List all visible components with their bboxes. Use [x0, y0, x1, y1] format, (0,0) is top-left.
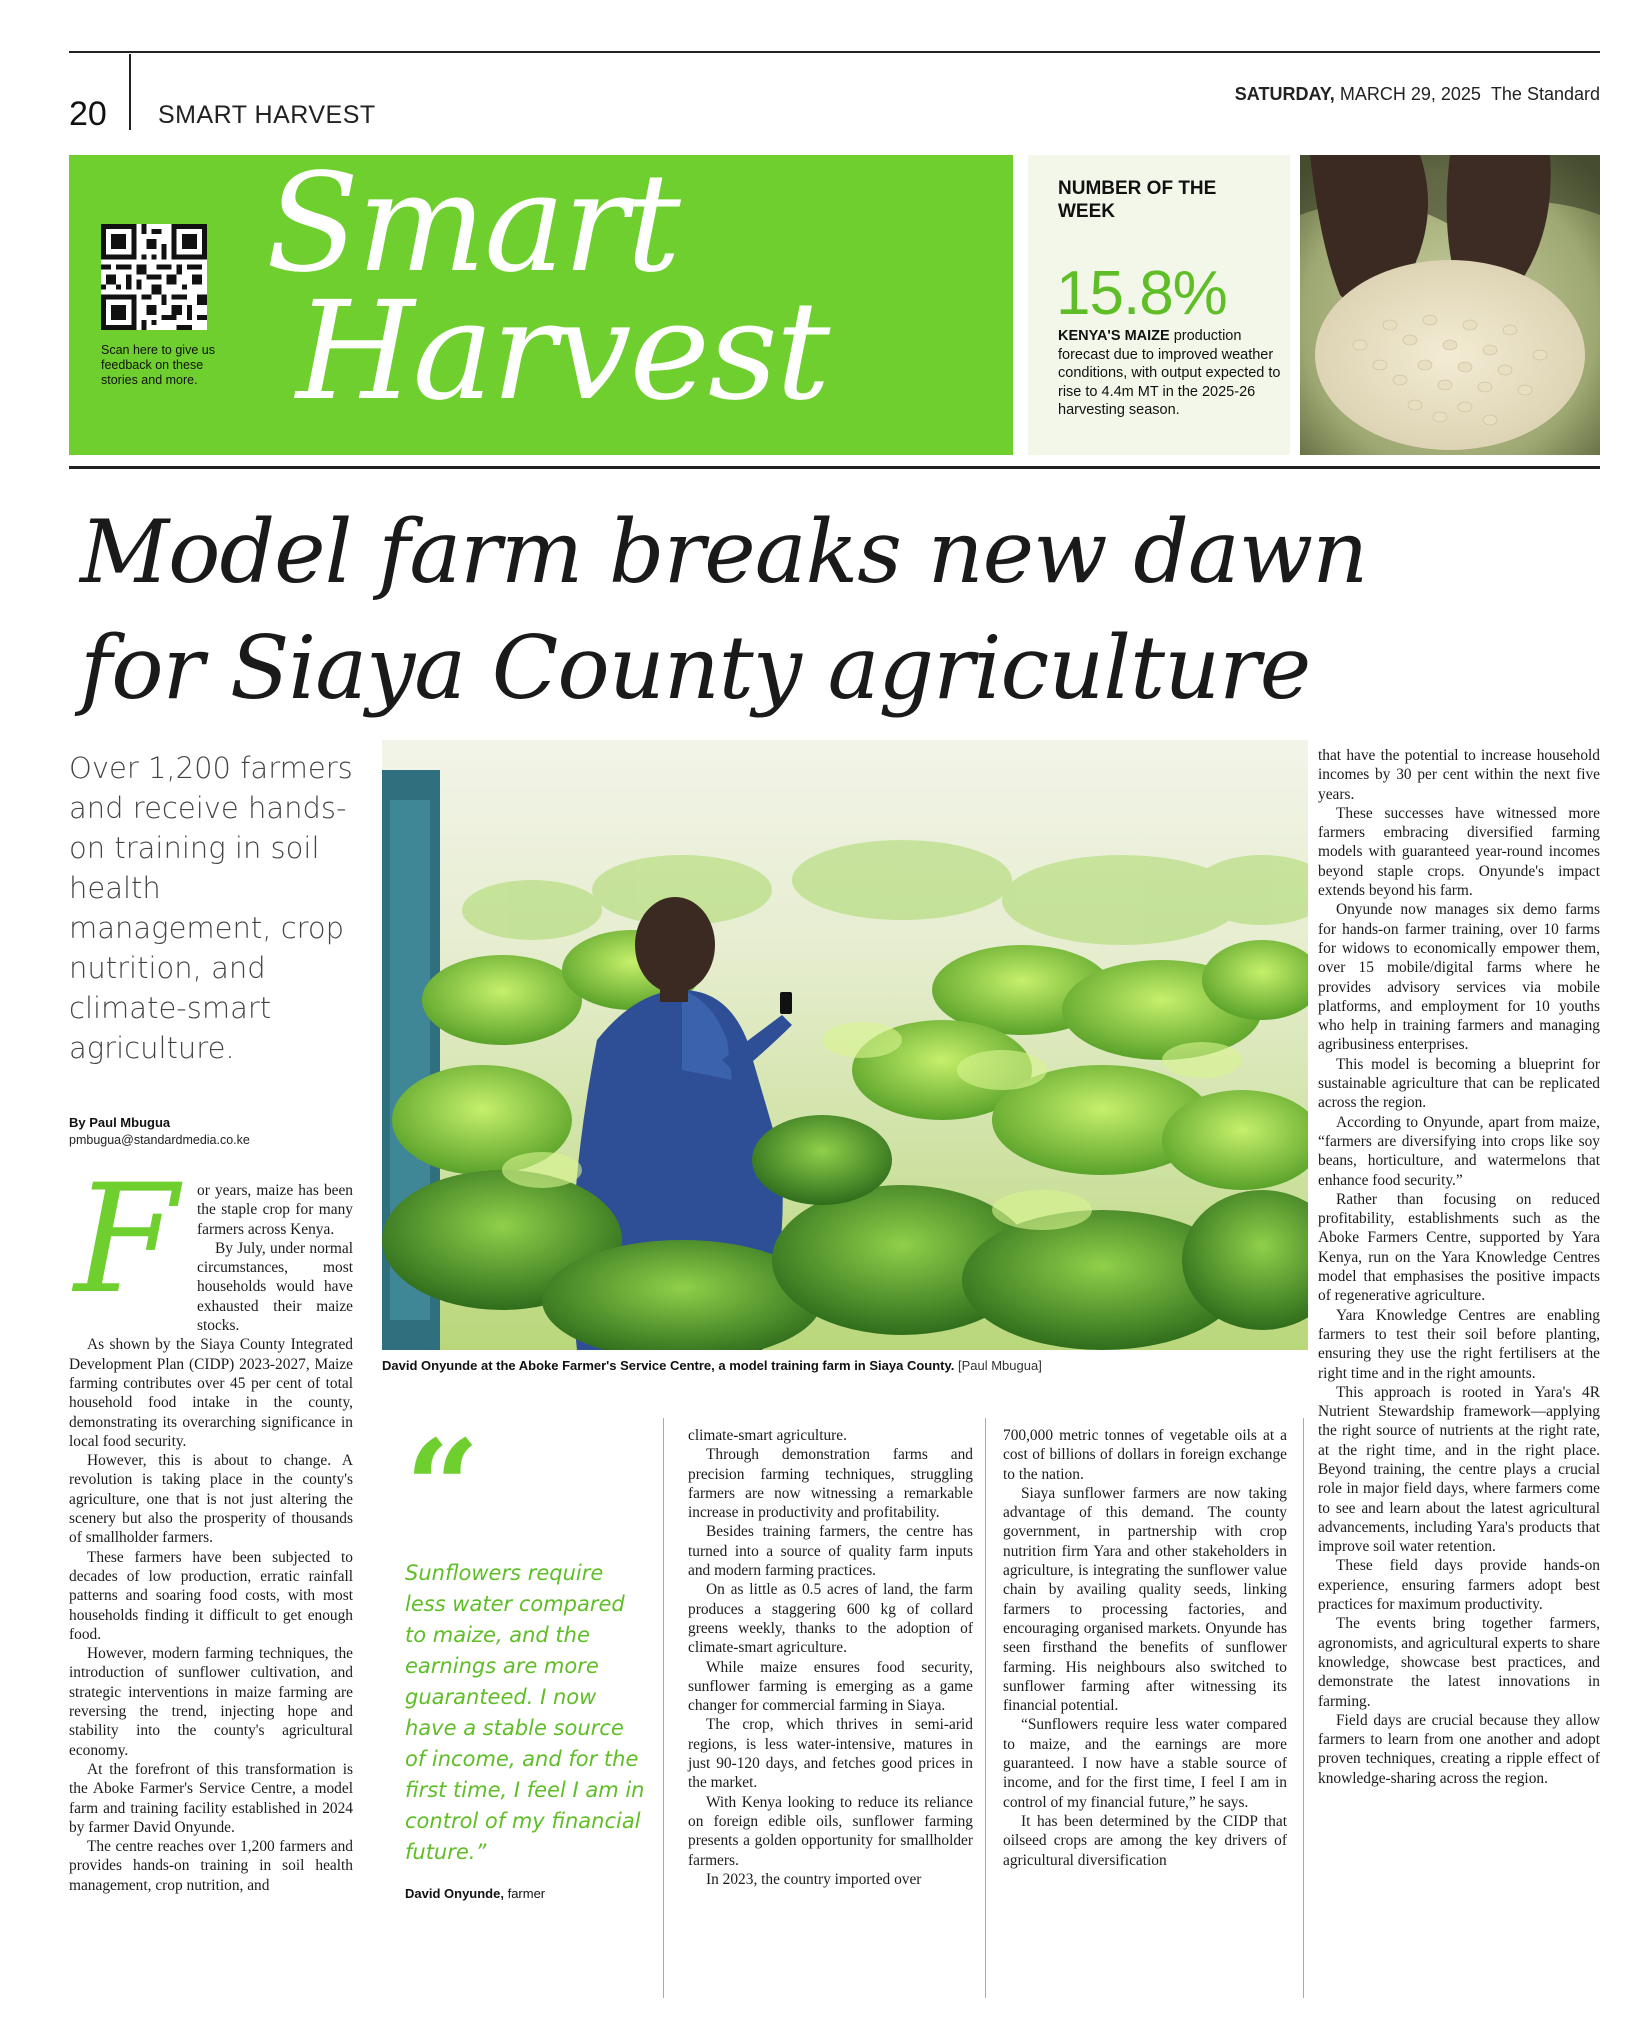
col1-para: However, this is about to change. A revolution is taking place in the county's agriculture, one that is not just altering the scenery but also the prosperity of thousands of smallholder farmers.: [69, 1452, 353, 1547]
section-title-line2: Harvest: [296, 273, 829, 431]
dateline-date: MARCH 29, 2025: [1339, 84, 1481, 104]
pull-quote-role: farmer: [503, 1886, 546, 1901]
number-of-week-label: NUMBER OF THE WEEK: [1058, 178, 1217, 222]
quote-mark-icon: “: [405, 1411, 480, 1564]
number-of-week-desc: production forecast due to improved weather conditions, with output expected to rise to 4.4m MT in the 2025-26 harvesting season.: [1058, 328, 1281, 418]
maize-photo: [1300, 155, 1600, 455]
column-3: [688, 1426, 973, 1889]
byline: By Paul Mbugua: [69, 1115, 171, 1130]
col1-para: These farmers have been subjected to decades of low production, erratic rainfall patterns and soaring food costs, with most households finding it difficult to get enough food.: [69, 1548, 353, 1643]
col5-para: Onyunde now manages six demo farms for hands-on farmer training, over 10 farms for widows to economically empower them, over 15 mobile/digital farms where he provides advisory services via mobile platforms, and employment for 10 youths who help in training farmers and managing agribusiness enterprises.: [1318, 901, 1600, 1054]
col3-para: While maize ensures food security, sunflower farming is emerging as a game changer for commercial farming in Siaya.: [688, 1658, 973, 1715]
col3-para: On as little as 0.5 acres of land, the farm produces a staggering 600 kg of collard greens weekly, thanks to the adoption of climate-smart agriculture.: [688, 1581, 973, 1657]
section-label: SMART HARVEST: [158, 101, 376, 129]
col3-para: climate-smart agriculture.: [688, 1427, 847, 1444]
qr-caption: Scan here to give us feedback on these stories and more.: [101, 343, 215, 387]
drop-cap: F: [74, 1153, 179, 1327]
byline-email[interactable]: pmbugua@standardmedia.co.ke: [69, 1133, 250, 1147]
headline-line2: for Siaya County agriculture: [80, 617, 1311, 719]
col3-para: Through demonstration farms and precision farming techniques, struggling farmers are now witnessing a remarkable increase in productivity and profitability.: [688, 1446, 973, 1522]
column-4: [1003, 1426, 1287, 1870]
col3-para: In 2023, the country imported over: [706, 1870, 922, 1888]
top-rule: [69, 51, 1600, 53]
masthead-rule: [69, 466, 1600, 469]
section-title: [240, 145, 1000, 431]
col1-para: However, modern farming techniques, the introduction of sunflower cultivation, and strategic interventions in maize farming are reversing the trend, injecting hope and stability into the county's agricultural economy.: [69, 1645, 353, 1759]
photo-caption: [382, 1357, 1322, 1374]
column-5: [1318, 746, 1600, 1788]
col4-para: Siaya sunflower farmers are now taking advantage of this demand. The county government, in partnership with crop nutrition firm Yara and other stakeholders in agriculture, is integrating the sunflower value chain by availing quality seeds, linking farmers to processing factories, and encouraging organised markets. Onyunde has seen firsthand the benefits of sunflower farming. His neighbours also switched to sunflower farming after witnessing its financial potential.: [1003, 1484, 1287, 1715]
col5-para: that have the potential to increase household incomes by 30 per cent within the next five years.: [1318, 747, 1600, 803]
col5-para: According to Onyunde, apart from maize, “farmers are diversifying into crops like soy beans, horticulture, and watermelons that enhance food security.”: [1318, 1113, 1600, 1189]
pull-quote-text: Sunflowers require less water compared to maize, and the earnings are more guaranteed. I now have a stable source of income, and for the first time, I feel I am in control of my financial future.”: [405, 1561, 645, 1864]
col5-para: Rather than focusing on reduced profitability, establishments such as the Aboke Farmers Centre, supported by Yara Kenya, run on the Yara Knowledge Centres model that emphasises the positive impacts of regenerative agriculture.: [1318, 1190, 1600, 1305]
folio-divider: [129, 54, 131, 130]
col5-para: Yara Knowledge Centres are enabling farmers to test their soil before planting, ensuring they use the right fertilisers at the right time and in the right amounts.: [1318, 1306, 1600, 1382]
col5-para: This model is becoming a blueprint for sustainable agriculture that can be replicated across the region.: [1318, 1055, 1600, 1112]
col5-para: These successes have witnessed more farmers embracing diversified farming models with guaranteed year-round incomes beyond staple crops. Onyunde's impact extends beyond his farm.: [1318, 804, 1600, 900]
qr-code-icon[interactable]: [101, 224, 207, 330]
col1-para: As shown by the Siaya County Integrated Development Plan (CIDP) 2023-2027, Maize farming contributes over 45 per cent of total household food intake in the county, demonstrating its overarching significance in local food security.: [69, 1336, 353, 1450]
col4-para: “Sunflowers require less water compared to maize, and the earnings are more guaranteed. I now have a stable source of income, and for the first time, I feel I am in control of my financial future,” he says.: [1003, 1716, 1287, 1811]
column-divider: [663, 1418, 664, 1998]
col1-para: At the forefront of this transformation is the Aboke Farmer's Service Centre, a model farm and training facility established in 2024 by farmer David Onyunde.: [69, 1760, 353, 1836]
col5-para: These field days provide hands-on experience, ensuring farmers adopt best practices for maximum productivity.: [1318, 1557, 1600, 1614]
photo-caption-text: David Onyunde at the Aboke Farmer's Service Centre, a model training farm in Siaya County.: [382, 1358, 955, 1373]
column-divider: [985, 1418, 986, 1998]
pull-quote: [405, 1411, 650, 1901]
dateline-paper: The Standard: [1490, 84, 1600, 104]
intro-paragraph-2: By July, under normal circumstances, most households would have exhausted their maize stocks.: [197, 1239, 353, 1335]
dateline-day: SATURDAY,: [1234, 84, 1335, 104]
column-divider: [1303, 1418, 1304, 1998]
standfirst: Over 1,200 farmers and receive hands-on training in soil health management, crop nutrition, and climate-smart agriculture.: [69, 751, 353, 1065]
col5-para: The events bring together farmers, agronomists, and agricultural experts to share knowledge, showcase best practices, and demonstrate the latest innovations in farming.: [1318, 1615, 1600, 1710]
pull-quote-name: David Onyunde,: [405, 1886, 504, 1901]
headline-line1: Model farm breaks new dawn: [80, 501, 1368, 603]
dateline: [1235, 83, 1600, 105]
photo-credit: [Paul Mbugua]: [957, 1358, 1042, 1373]
col5-para: Field days are crucial because they allow farmers to learn from one another and adopt proven techniques, creating a ripple effect of knowledge-sharing across the region.: [1318, 1711, 1600, 1787]
intro-paragraph: or years, maize has been the staple crop for many farmers across Kenya.: [197, 1182, 353, 1238]
page-number: 20: [69, 95, 107, 133]
pull-quote-attribution: [405, 1886, 650, 1901]
col1-para: The centre reaches over 1,200 farmers and provides hands-on training in soil health management, crop nutrition, and: [69, 1838, 353, 1894]
col3-para: Besides training farmers, the centre has turned into a source of quality farm inputs and modern farming practices.: [688, 1523, 973, 1580]
column-1: [69, 1181, 353, 1895]
number-of-week-lead: KENYA'S MAIZE: [1058, 328, 1170, 344]
number-of-week-text: [1058, 327, 1284, 420]
col4-para: It has been determined by the CIDP that oilseed crops are among the key drivers of agricultural diversification: [1003, 1812, 1287, 1869]
number-of-week-value: 15.8%: [1056, 259, 1227, 328]
col5-para: This approach is rooted in Yara's 4R Nutrient Stewardship framework—applying the right source of nutrients at the right rate, at the right time, and in the right place. Beyond training, the centre plays a crucial role in major field days, where farmers come to see and learn about the latest agricultural advancements, including Yara's products that improve soil water retention.: [1318, 1383, 1600, 1556]
col3-para: With Kenya looking to reduce its reliance on foreign edible oils, sunflower farming presents a golden opportunity for smallholder farmers.: [688, 1793, 973, 1869]
col3-para: The crop, which thrives in semi-arid regions, is less water-intensive, matures in just 90-120 days, and fetches good prices in the market.: [688, 1716, 973, 1792]
col4-para: 700,000 metric tonnes of vegetable oils at a cost of billions of dollars in foreign exchange to the nation.: [1003, 1427, 1287, 1483]
section-title-line1: Smart: [266, 145, 679, 303]
main-photo: [382, 740, 1308, 1350]
headline: [80, 494, 1560, 726]
